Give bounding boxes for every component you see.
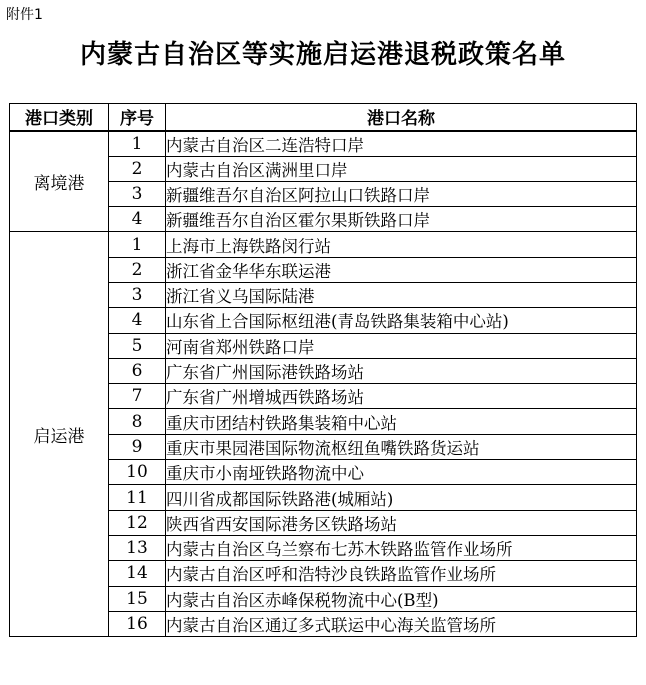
port-name-cell: 广东省广州国际港铁路场站: [166, 358, 637, 383]
port-name-cell: 重庆市果园港国际物流枢纽鱼嘴铁路货运站: [166, 434, 637, 459]
serial-number-cell: 16: [109, 611, 166, 636]
serial-number-cell: 11: [109, 485, 166, 510]
serial-number-cell: 2: [109, 156, 166, 181]
serial-number-cell: 13: [109, 535, 166, 560]
port-name-cell: 上海市上海铁路闵行站: [166, 232, 637, 257]
serial-number-cell: 5: [109, 333, 166, 358]
port-name-cell: 新疆维吾尔自治区阿拉山口铁路口岸: [166, 181, 637, 206]
serial-number-cell: 3: [109, 282, 166, 307]
port-name-cell: 浙江省义乌国际陆港: [166, 282, 637, 307]
port-name-cell: 内蒙古自治区通辽多式联运中心海关监管场所: [166, 611, 637, 636]
table-header-row: [10, 104, 637, 131]
serial-number-cell: 2: [109, 257, 166, 282]
serial-number-cell: 1: [109, 232, 166, 257]
port-name-cell: 重庆市小南垭铁路物流中心: [166, 460, 637, 485]
attachment-label: 附件1: [6, 7, 43, 23]
port-category-cell: 启运港: [10, 232, 109, 637]
header-port-category: 港口类别: [10, 104, 109, 131]
port-name-cell: 内蒙古自治区满洲里口岸: [166, 156, 637, 181]
serial-number-cell: 4: [109, 308, 166, 333]
serial-number-cell: 7: [109, 384, 166, 409]
port-name-cell: 广东省广州增城西铁路场站: [166, 384, 637, 409]
serial-number-cell: 10: [109, 460, 166, 485]
port-name-cell: 新疆维吾尔自治区霍尔果斯铁路口岸: [166, 207, 637, 232]
document-title: 内蒙古自治区等实施启运港退税政策名单: [79, 40, 566, 70]
port-name-cell: 内蒙古自治区二连浩特口岸: [166, 131, 637, 157]
header-serial-number: 序号: [109, 104, 166, 131]
table-row: [10, 232, 637, 257]
port-name-cell: 内蒙古自治区乌兰察布七苏木铁路监管作业场所: [166, 535, 637, 560]
serial-number-cell: 6: [109, 358, 166, 383]
serial-number-cell: 1: [109, 131, 166, 157]
port-name-cell: 陕西省西安国际港务区铁路场站: [166, 510, 637, 535]
serial-number-cell: 4: [109, 207, 166, 232]
header-port-name: 港口名称: [166, 104, 637, 131]
serial-number-cell: 3: [109, 181, 166, 206]
port-name-cell: 浙江省金华华东联运港: [166, 257, 637, 282]
serial-number-cell: 9: [109, 434, 166, 459]
port-name-cell: 河南省郑州铁路口岸: [166, 333, 637, 358]
serial-number-cell: 8: [109, 409, 166, 434]
table-row: [10, 131, 637, 157]
port-list-table: [9, 103, 637, 637]
port-category-cell: 离境港: [10, 131, 109, 232]
port-name-cell: 四川省成都国际铁路港(城厢站): [166, 485, 637, 510]
port-name-cell: 重庆市团结村铁路集装箱中心站: [166, 409, 637, 434]
port-name-cell: 内蒙古自治区呼和浩特沙良铁路监管作业场所: [166, 561, 637, 586]
serial-number-cell: 12: [109, 510, 166, 535]
serial-number-cell: 14: [109, 561, 166, 586]
serial-number-cell: 15: [109, 586, 166, 611]
port-name-cell: 山东省上合国际枢纽港(青岛铁路集装箱中心站): [166, 308, 637, 333]
port-name-cell: 内蒙古自治区赤峰保税物流中心(B型): [166, 586, 637, 611]
